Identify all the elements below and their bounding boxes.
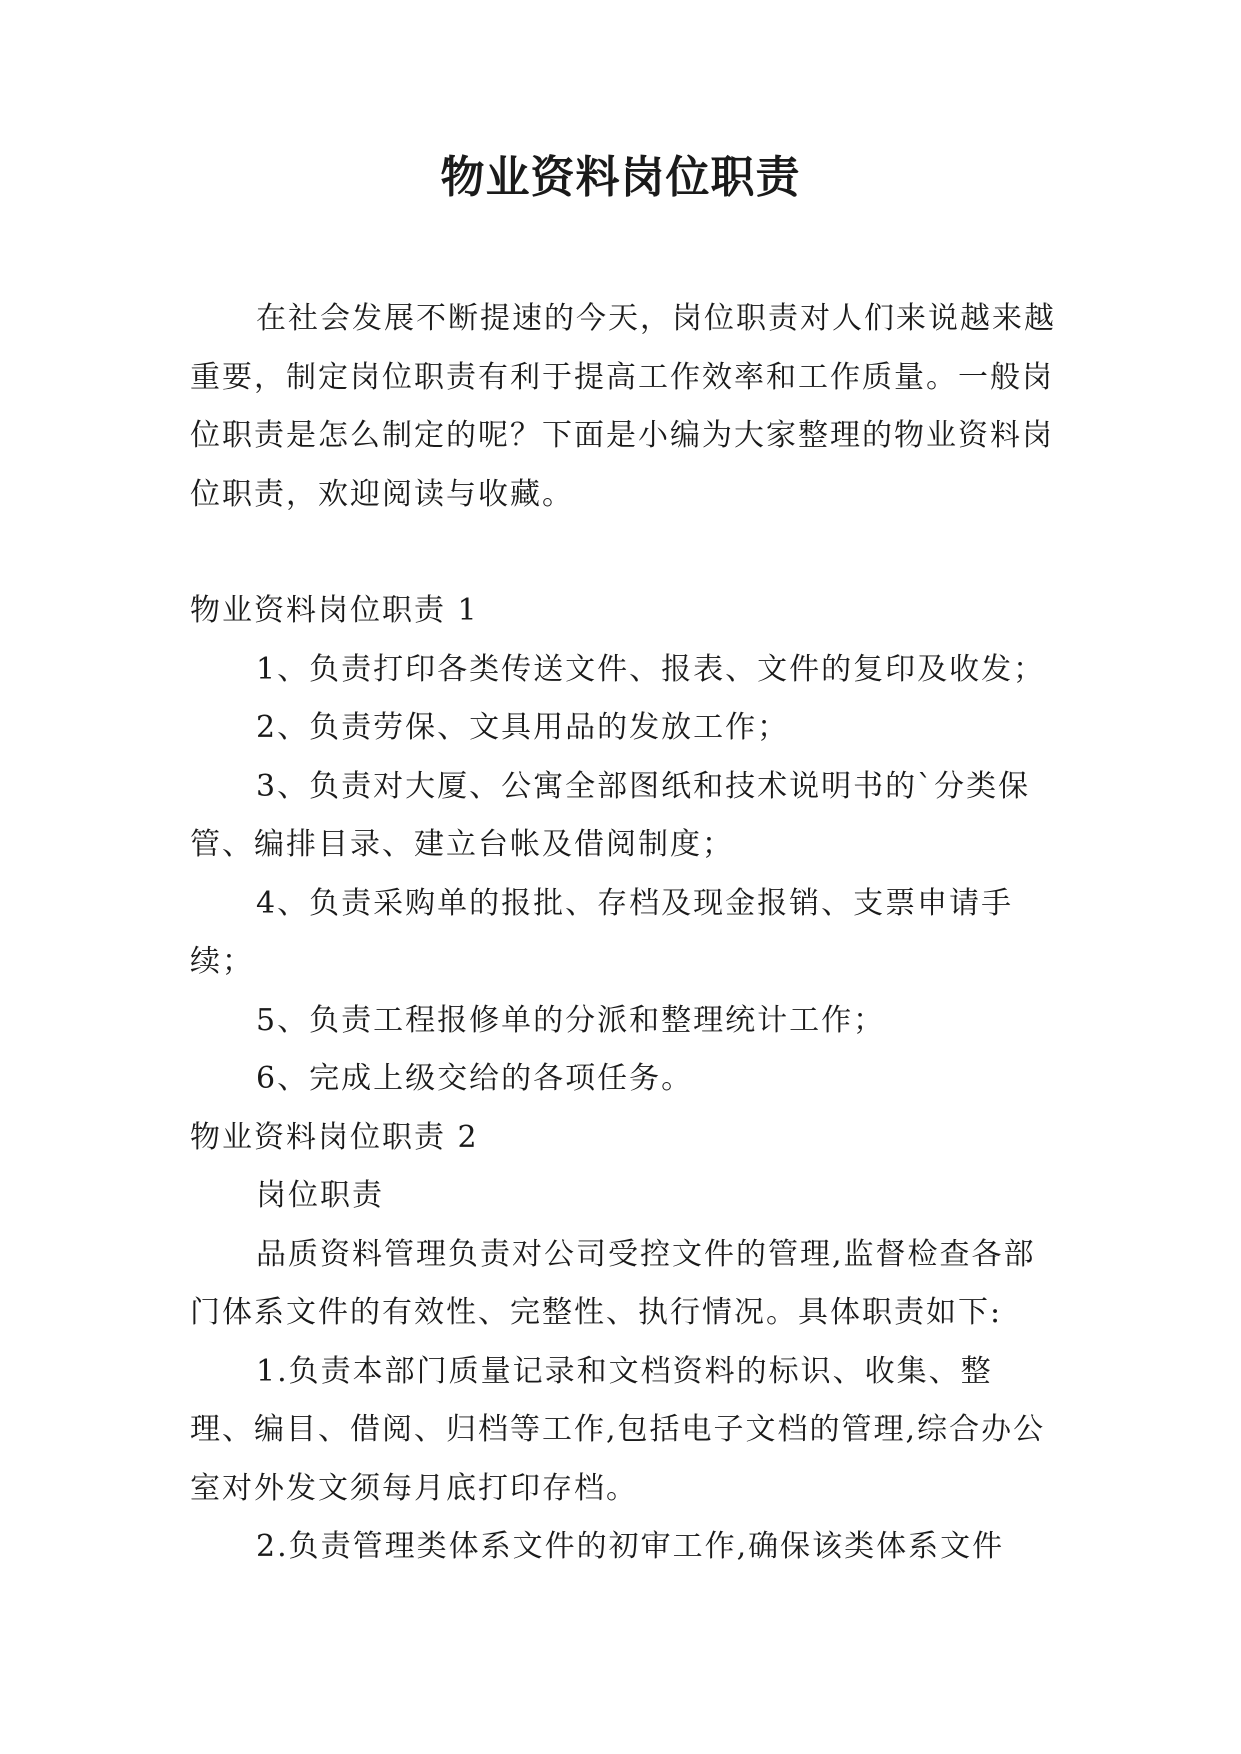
section-2-paragraph: 品质资料管理负责对公司受控文件的管理,监督检查各部门体系文件的有效性、完整性、执行情况。具体职责如下:: [190, 1236, 1036, 1330]
document-title: 物业资料岗位职责: [440, 152, 801, 203]
section-2-subheading: 岗位职责: [256, 1178, 384, 1213]
section-1-item: 3、负责对大厦、公寓全部图纸和技术说明书的`分类保管、编排目录、建立台帐及借阅制度；: [190, 768, 1031, 862]
document-body: [190, 290, 1056, 1577]
section-1-item: 6、完成上级交给的各项任务。: [256, 1061, 694, 1096]
section-2-paragraph: 1.负责本部门质量记录和文档资料的标识、收集、整理、编目、借阅、归档等工作,包括电子文档的管理,综合办公室对外发文须每月底打印存档。: [190, 1353, 1046, 1506]
section-1-item: 5、负责工程报修单的分派和整理统计工作；: [256, 1002, 886, 1038]
section-2-paragraph: 2.负责管理类体系文件的初审工作,确保该类体系文件: [256, 1529, 1005, 1564]
section-1-heading: 物业资料岗位职责 1: [190, 593, 479, 628]
intro-paragraph: 在社会发展不断提速的今天，岗位职责对人们来说越来越重要，制定岗位职责有利于提高工作效率和工作质量。一般岗位职责是怎么制定的呢？下面是小编为大家整理的物业资料岗位职责，欢迎阅读与收藏。: [190, 301, 1056, 512]
section-1-item: 4、负责采购单的报批、存档及现金报销、支票申请手续；: [190, 885, 1014, 979]
section-1-item: 1、负责打印各类传送文件、报表、文件的复印及收发；: [256, 651, 1046, 687]
section-2-heading: 物业资料岗位职责 2: [190, 1119, 479, 1155]
section-1-item: 2、负责劳保、文具用品的发放工作；: [256, 710, 790, 745]
